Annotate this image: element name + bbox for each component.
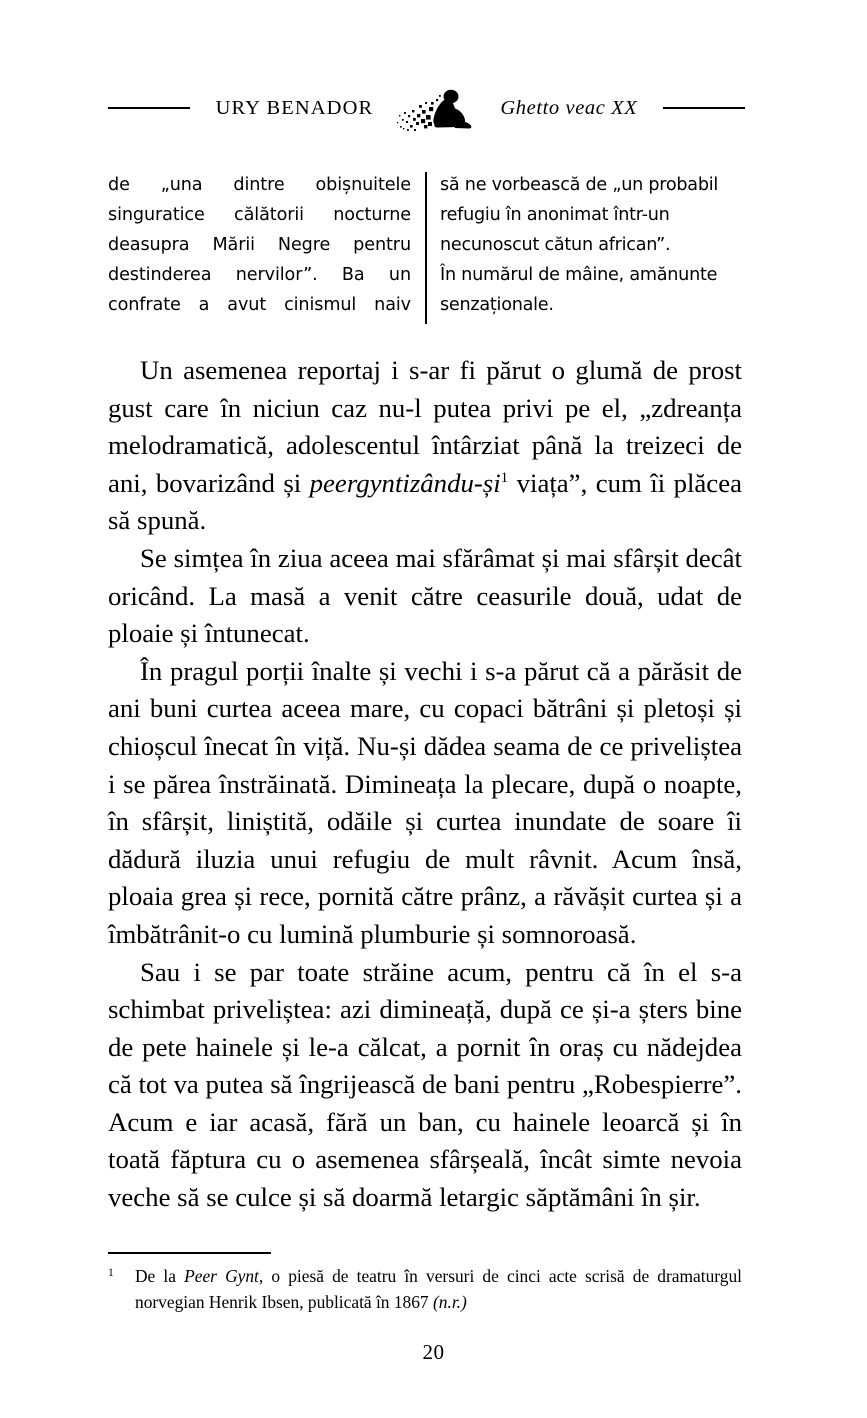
footnote-reference-marker[interactable]: 1 bbox=[500, 469, 509, 486]
running-head bbox=[108, 84, 745, 132]
excerpt-left-text: de „una dintre obișnuitele singuratice călătorii nocturne deasupra Mării Negre pentru destinderea nervilor”. Ba un confrate a avut cinismul naiv bbox=[108, 175, 411, 315]
body-paragraph-1 bbox=[108, 352, 742, 540]
header-rule-right bbox=[663, 107, 745, 109]
excerpt-column-divider bbox=[425, 172, 427, 324]
body-paragraph-1-tail: viața”, cum îi plăcea să spună. bbox=[108, 467, 742, 536]
excerpt-right-paragraph-2: În numărul de mâine, amănunte senzaționale. bbox=[440, 265, 718, 315]
footnote-work-title: Peer Gynt, bbox=[184, 1265, 264, 1286]
excerpt-column-left bbox=[108, 170, 411, 320]
body-paragraph-1-lead: Un asemenea reportaj i s-ar fi părut o glumă de prost gust care în niciun caz nu-l putea privi pe el, „zdreanța melodramatică, adolescentul întârziat până la treizeci de ani, bovarizând și bbox=[108, 355, 742, 498]
excerpt-column-right bbox=[440, 170, 745, 320]
header-author-name: URY BENADOR bbox=[215, 96, 374, 119]
footnote-number: 1 bbox=[108, 1266, 114, 1279]
footnote-text bbox=[108, 1263, 742, 1315]
excerpt-right-paragraph-1: să ne vorbească de „un probabil refugiu în anonimat într-un necunoscut cătun african”. bbox=[440, 175, 719, 255]
body-paragraph-3: În pragul porții înalte și vechi i s-a părut că a părăsit de ani buni curtea aceea mare, cu copaci bătrâni și pletoși și chioșcul înecat în viță. Nu-și dădea seama de ce priveliștea i se părea înstrăinată. Dimineața la plecare, după o noapte, în sfârșit, liniștită, odăile și curtea inundate de soare îi dădură iluzia unui refugiu de mult râvnit. Acum însă, ploaia grea și rece, pornită către prânz, a răvășit curtea și a îmbătrânit-o cu lumină plumburie și somnoroasă. bbox=[108, 655, 742, 949]
body-text-block bbox=[108, 352, 742, 1217]
body-paragraph-2: Se simțea în ziua aceea mai sfărâmat și mai sfârșit decât oricând. La masă a venit către ceasurile două, udat de ploaie și întunecat. bbox=[108, 542, 742, 649]
body-paragraph-4: Sau i se par toate străine acum, pentru că în el s-a schimbat priveliștea: azi dimineață, după ce și-a șters bine de pete hainele și le-a călcat, a pornit în oraș cu nădejdea că tot va putea să îngrijească de bani pentru „Robespierre”. Acum e iar acasă, fără un ban, cu hainele leoarcă și în toată făptura cu o asemenea sfârșeală, încât simte nevoia veche să se culce și să doarmă letargic săptămâni în șir. bbox=[108, 956, 742, 1213]
page-number: 20 bbox=[422, 1340, 445, 1364]
header-rule-left bbox=[108, 107, 190, 109]
footnote-separator-rule bbox=[108, 1252, 271, 1254]
seated-figure-dissolving-into-particles-icon bbox=[395, 85, 477, 131]
footnote-editor-note: (n.r.) bbox=[432, 1291, 467, 1312]
footnote-middle: o piesă de teatru în versuri de cinci acte scrisă de dramaturgul norvegian Henrik Ibsen, publicată în 1867 bbox=[135, 1265, 742, 1312]
body-paragraph-1-italic-term: peergyntizându-și bbox=[309, 467, 501, 498]
header-book-title: Ghetto veac XX bbox=[500, 96, 638, 119]
footnote-block bbox=[108, 1252, 742, 1315]
quoted-excerpt-block bbox=[108, 170, 745, 326]
footnote-lead: De la bbox=[135, 1265, 185, 1286]
